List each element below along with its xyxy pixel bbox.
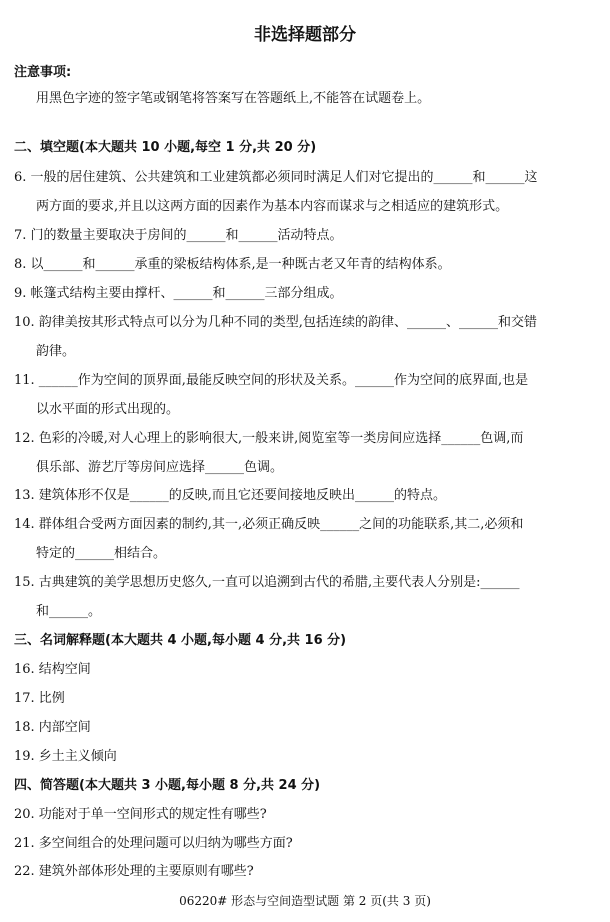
question-20: 20. 功能对于单一空间形式的规定性有哪些? (14, 807, 267, 822)
question-15-line-1: 15. 古典建筑的美学思想历史悠久,一直可以追溯到古代的希腊,主要代表人分别是:______ (14, 575, 520, 590)
section-4-heading: 四、简答题(本大题共 3 小题,每小题 8 分,共 24 分) (14, 778, 321, 793)
question-9: 9. 帐篷式结构主要由撑杆、______和______三部分组成。 (14, 286, 343, 301)
page-title: 非选择题部分 (254, 25, 356, 45)
question-10-line-1: 10. 韵律美按其形式特点可以分为几种不同的类型,包括连续的韵律、______、______和交错 (14, 315, 537, 330)
question-19: 19. 乡土主义倾向 (14, 749, 117, 764)
question-16: 16. 结构空间 (14, 662, 91, 677)
question-6-line-2: 两方面的要求,并且以这两方面的因素作为基本内容而谋求与之相适应的建筑形式。 (36, 199, 509, 214)
section-3-heading: 三、名词解释题(本大题共 4 小题,每小题 4 分,共 16 分) (14, 633, 347, 648)
question-10-line-2: 韵律。 (36, 344, 76, 359)
question-18: 18. 内部空间 (14, 720, 91, 735)
question-7: 7. 门的数量主要取决于房间的______和______活动特点。 (14, 228, 343, 243)
question-8: 8. 以______和______承重的梁板结构体系,是一种既古老又年青的结构体系。 (14, 257, 451, 272)
question-11-line-2: 以水平面的形式出现的。 (36, 402, 180, 417)
question-12-line-1: 12. 色彩的冷暖,对人心理上的影响很大,一般来讲,阅览室等一类房间应选择______色调,而 (14, 431, 524, 446)
question-22: 22. 建筑外部体形处理的主要原则有哪些? (14, 864, 254, 879)
notice-heading: 注意事项: (14, 65, 72, 80)
question-11-line-1: 11. ______作为空间的顶界面,最能反映空间的形状及关系。______作为空间的底界面,也是 (14, 373, 529, 388)
question-17: 17. 比例 (14, 691, 65, 706)
question-14-line-1: 14. 群体组合受两方面因素的制约,其一,必须正确反映______之间的功能联系,其二,必须和 (14, 517, 524, 532)
question-15-line-2: 和______。 (36, 604, 102, 619)
question-14-line-2: 特定的______相结合。 (36, 546, 167, 561)
section-2-heading: 二、填空题(本大题共 10 小题,每空 1 分,共 20 分) (14, 140, 317, 155)
question-12-line-2: 俱乐部、游艺厅等房间应选择______色调。 (36, 460, 284, 475)
question-21: 21. 多空间组合的处理问题可以归纳为哪些方面? (14, 836, 293, 851)
question-6-line-1: 6. 一般的居住建筑、公共建筑和工业建筑都必须同时满足人们对它提出的______和______这 (14, 170, 538, 185)
page-footer: 06220# 形态与空间造型试题 第 2 页(共 3 页) (179, 894, 431, 908)
notice-text: 用黑色字迹的签字笔或钢笔将答案写在答题纸上,不能答在试题卷上。 (36, 91, 431, 106)
question-13: 13. 建筑体形不仅是______的反映,而且它还要间接地反映出______的特点。 (14, 488, 446, 503)
